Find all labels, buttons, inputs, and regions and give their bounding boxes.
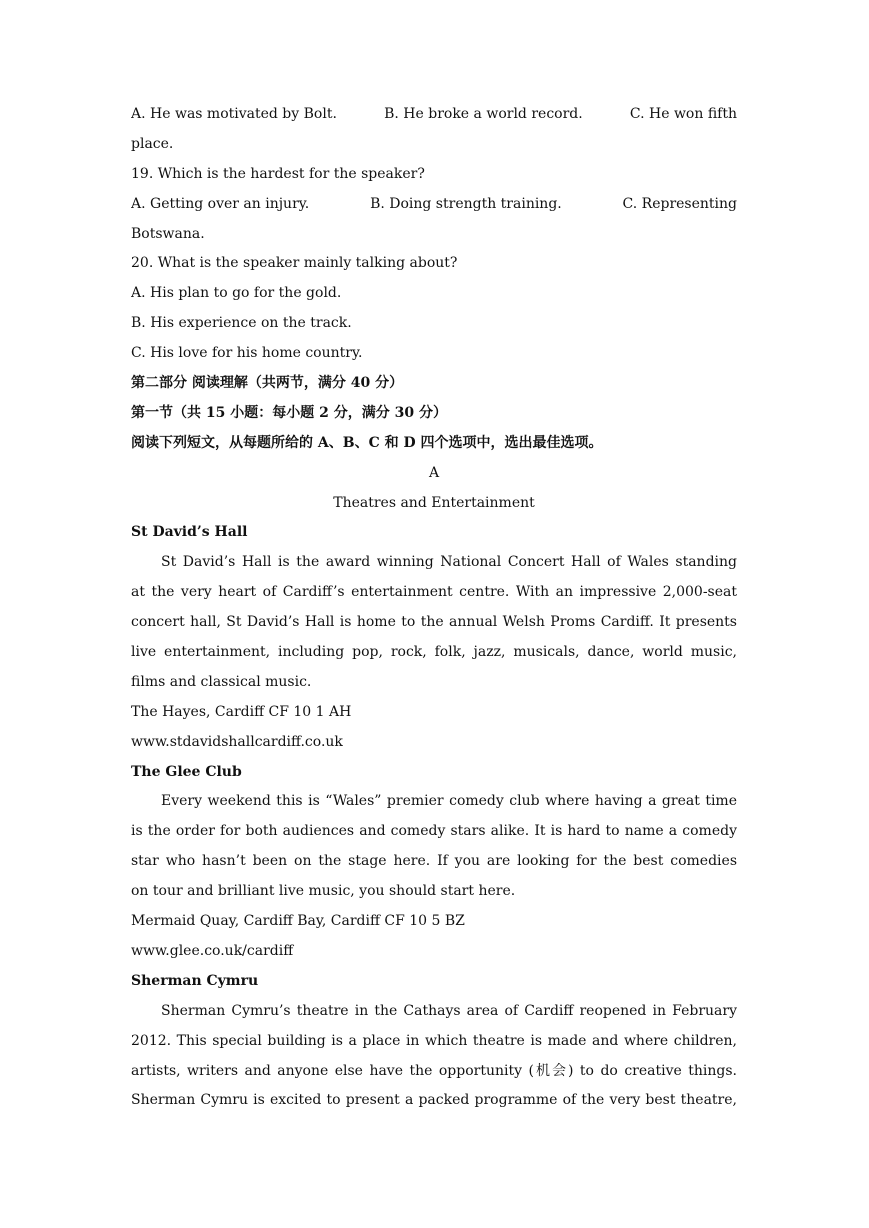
paragraph-line: films and classical music. xyxy=(131,673,312,690)
paragraph-line: at the very heart of Cardiff’s entertainment centre. With an impressive 2,000-seat xyxy=(131,584,737,601)
document-page xyxy=(131,100,737,1116)
option-c: C. Representing xyxy=(622,195,737,212)
paragraph-line: star who hasn’t been on the stage here. If you are looking for the best comedies xyxy=(131,853,737,870)
paragraph-line: Sherman Cymru is excited to present a packed programme of the very best theatre, xyxy=(131,1092,737,1109)
question-19-stem: 19. Which is the hardest for the speaker? xyxy=(131,165,425,182)
paragraph-line: is the order for both audiences and comedy stars alike. It is hard to name a comedy xyxy=(131,823,737,840)
option-b: B. Doing strength training. xyxy=(370,195,562,212)
option-c: C. He won fifth xyxy=(629,106,737,122)
paragraph-line: St David’s Hall is the award winning National Concert Hall of Wales standing xyxy=(161,554,737,571)
venue-name: Sherman Cymru xyxy=(131,972,259,989)
paragraph-line: 2012. This special building is a place in which theatre is made and where children, xyxy=(131,1032,737,1049)
part-heading: 第二部分 阅读理解（共两节，满分 40 分） xyxy=(131,375,404,392)
paragraph-line: Every weekend this is “Wales” premier comedy club where having a great time xyxy=(161,793,737,810)
venue-name: St David’s Hall xyxy=(131,524,248,541)
question-19-options xyxy=(131,190,737,220)
venue-website: www.stdavidshallcardiff.co.uk xyxy=(131,733,343,750)
paragraph-line: artists, writers and anyone else have the opportunity (机会) to do creative things. xyxy=(131,1062,737,1079)
instruction: 阅读下列短文，从每题所给的 A、B、C 和 D 四个选项中，选出最佳选项。 xyxy=(131,434,603,451)
question-20-stem: 20. What is the speaker mainly talking about? xyxy=(131,255,458,272)
passage-title: Theatres and Entertainment xyxy=(333,494,535,511)
sub-heading: 第一节（共 15 小题：每小题 2 分，满分 30 分） xyxy=(131,404,447,421)
option-b: B. He broke a world record. xyxy=(384,106,583,122)
paragraph-line: Sherman Cymru’s theatre in the Cathays area of Cardiff reopened in February xyxy=(161,1002,737,1019)
paragraph-line: concert hall, St David’s Hall is home to the annual Welsh Proms Cardiff. It presents xyxy=(131,614,737,631)
option-a: A. His plan to go for the gold. xyxy=(131,285,342,302)
option-c-continuation: Botswana. xyxy=(131,225,205,242)
venue-name: The Glee Club xyxy=(131,763,242,780)
venue-address: Mermaid Quay, Cardiff Bay, Cardiff CF 10 5 BZ xyxy=(131,913,465,930)
venue-website: www.glee.co.uk/cardiff xyxy=(131,942,294,959)
venue-address: The Hayes, Cardiff CF 10 1 AH xyxy=(131,703,352,720)
option-b: B. His experience on the track. xyxy=(131,315,352,332)
paragraph-line: live entertainment, including pop, rock, folk, jazz, musicals, dance, world music, xyxy=(131,644,737,661)
option-a: A. He was motivated by Bolt. xyxy=(131,106,337,122)
option-a: A. Getting over an injury. xyxy=(131,195,310,212)
option-c-continuation: place. xyxy=(131,135,174,152)
option-c: C. His love for his home country. xyxy=(131,345,363,362)
passage-letter: A xyxy=(428,464,440,481)
question-18-options xyxy=(131,100,737,130)
paragraph-line: on tour and brilliant live music, you should start here. xyxy=(131,883,516,900)
